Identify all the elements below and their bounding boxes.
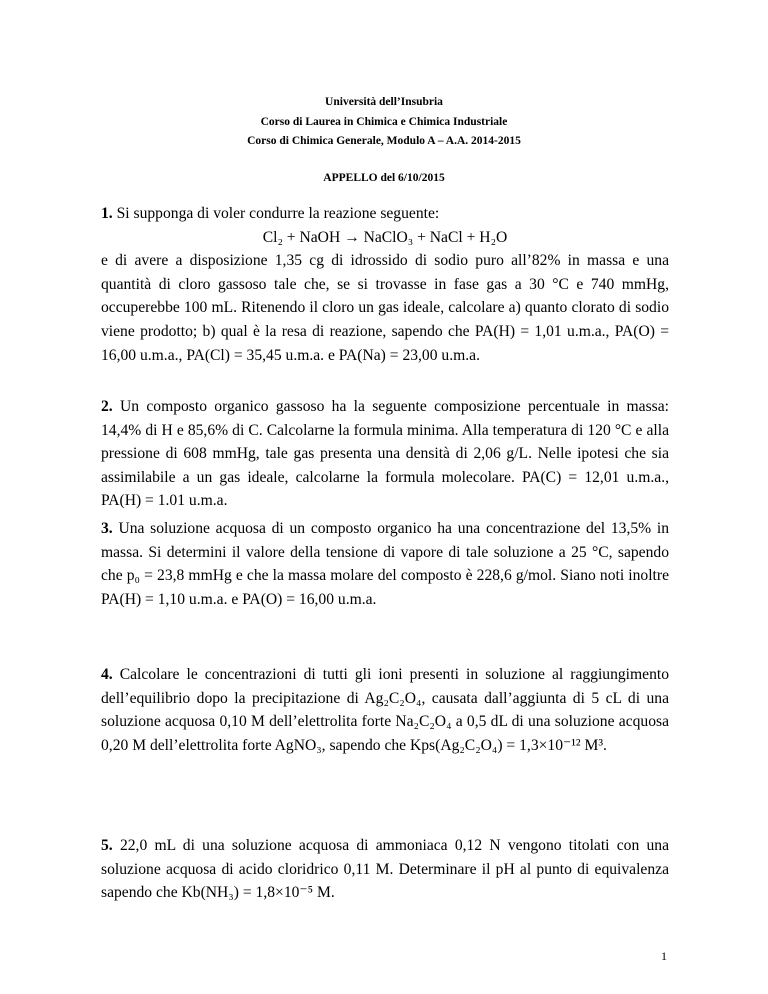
problem-3 — [101, 517, 669, 611]
problem-number: 2. — [101, 398, 113, 415]
course-title: Corso di Chimica Generale, Modulo A – A.A. 2014-2015 — [247, 135, 521, 147]
problem-text: Una soluzione acquosa di un composto organico ha una concentrazione del 13,5% in massa. Si determini il valore della tensione di vapore di tale soluzione a 25 °C, sapendo che p₀ = 23,8 mmHg e che la massa molare del composto è 228,6 g/mol. Siano noti inoltre PA(H) = 1,10 u.m.a. e PA(O) = 16,00 u.m.a. — [101, 520, 669, 608]
exam-title: APPELLO del 6/10/2015 — [323, 172, 445, 184]
problem-text: e di avere a disposizione 1,35 cg di idrossido di sodio puro all’82% in massa e una quantità di cloro gassoso tale che, se si trovasse in fase gas a 30 °C e 740 mmHg, occuperebbe 100 mL. Ritenendo il cloro un gas ideale, calcolare a) quanto clorato di sodio viene prodotto; b) qual è la resa di reazione, sapendo che PA(H) = 1,01 u.m.a., PA(O) = 16,00 u.m.a., PA(Cl) = 35,45 u.m.a. e PA(Na) = 23,00 u.m.a. — [101, 252, 669, 364]
course-degree: Corso di Laurea in Chimica e Chimica Industriale — [260, 116, 508, 128]
problem-number: 3. — [101, 520, 113, 537]
problem-text: 22,0 mL di una soluzione acquosa di ammoniaca 0,12 N vengono titolati con una soluzione acquosa di acido cloridrico 0,11 M. Determinare il pH al punto di equivalenza sapendo che Kb(NH₃) = 1,8×10⁻⁵ M. — [101, 837, 670, 902]
problem-number: 1. — [101, 205, 113, 222]
problem-2 — [101, 395, 669, 513]
problem-number: 4. — [101, 666, 113, 683]
problem-intro: Si supponga di voler condurre la reazione seguente: — [116, 205, 440, 222]
university-name: Università dell’Insubria — [325, 96, 443, 108]
page-number: 1 — [661, 949, 667, 963]
problem-4 — [101, 663, 669, 757]
reaction-equation: Cl₂ + NaOH → NaClO₃ + NaCl + H₂O — [262, 228, 508, 246]
problem-text: Calcolare le concentrazioni di tutti gli ioni presenti in soluzione al raggiungimento dell’equilibrio dopo la precipitazione di Ag₂C₂O₄, causata dall’aggiunta di 5 cL di una soluzione acquosa 0,10 M dell’elettrolita forte Na₂C₂O₄ a 0,5 dL di una soluzione acquosa 0,20 M dell’elettrolita forte AgNO₃, sapendo che Kps(Ag₂C₂O₄) = 1,3×10⁻¹² M³. — [101, 666, 669, 754]
problem-5 — [101, 834, 669, 905]
problem-1 — [101, 202, 669, 367]
problem-number: 5. — [101, 837, 113, 854]
problem-text: Un composto organico gassoso ha la seguente composizione percentuale in massa: 14,4% di H e 85,6% di C. Calcolarne la formula minima. Alla temperatura di 120 °C e alla pressione di 608 mmHg, tale gas presenta una densità di 2,06 g/L. Nelle ipotesi che sia assimilabile a un gas ideale, calcolarne la formula molecolare. PA(C) = 12,01 u.m.a., PA(H) = 1.01 u.m.a. — [101, 398, 669, 510]
